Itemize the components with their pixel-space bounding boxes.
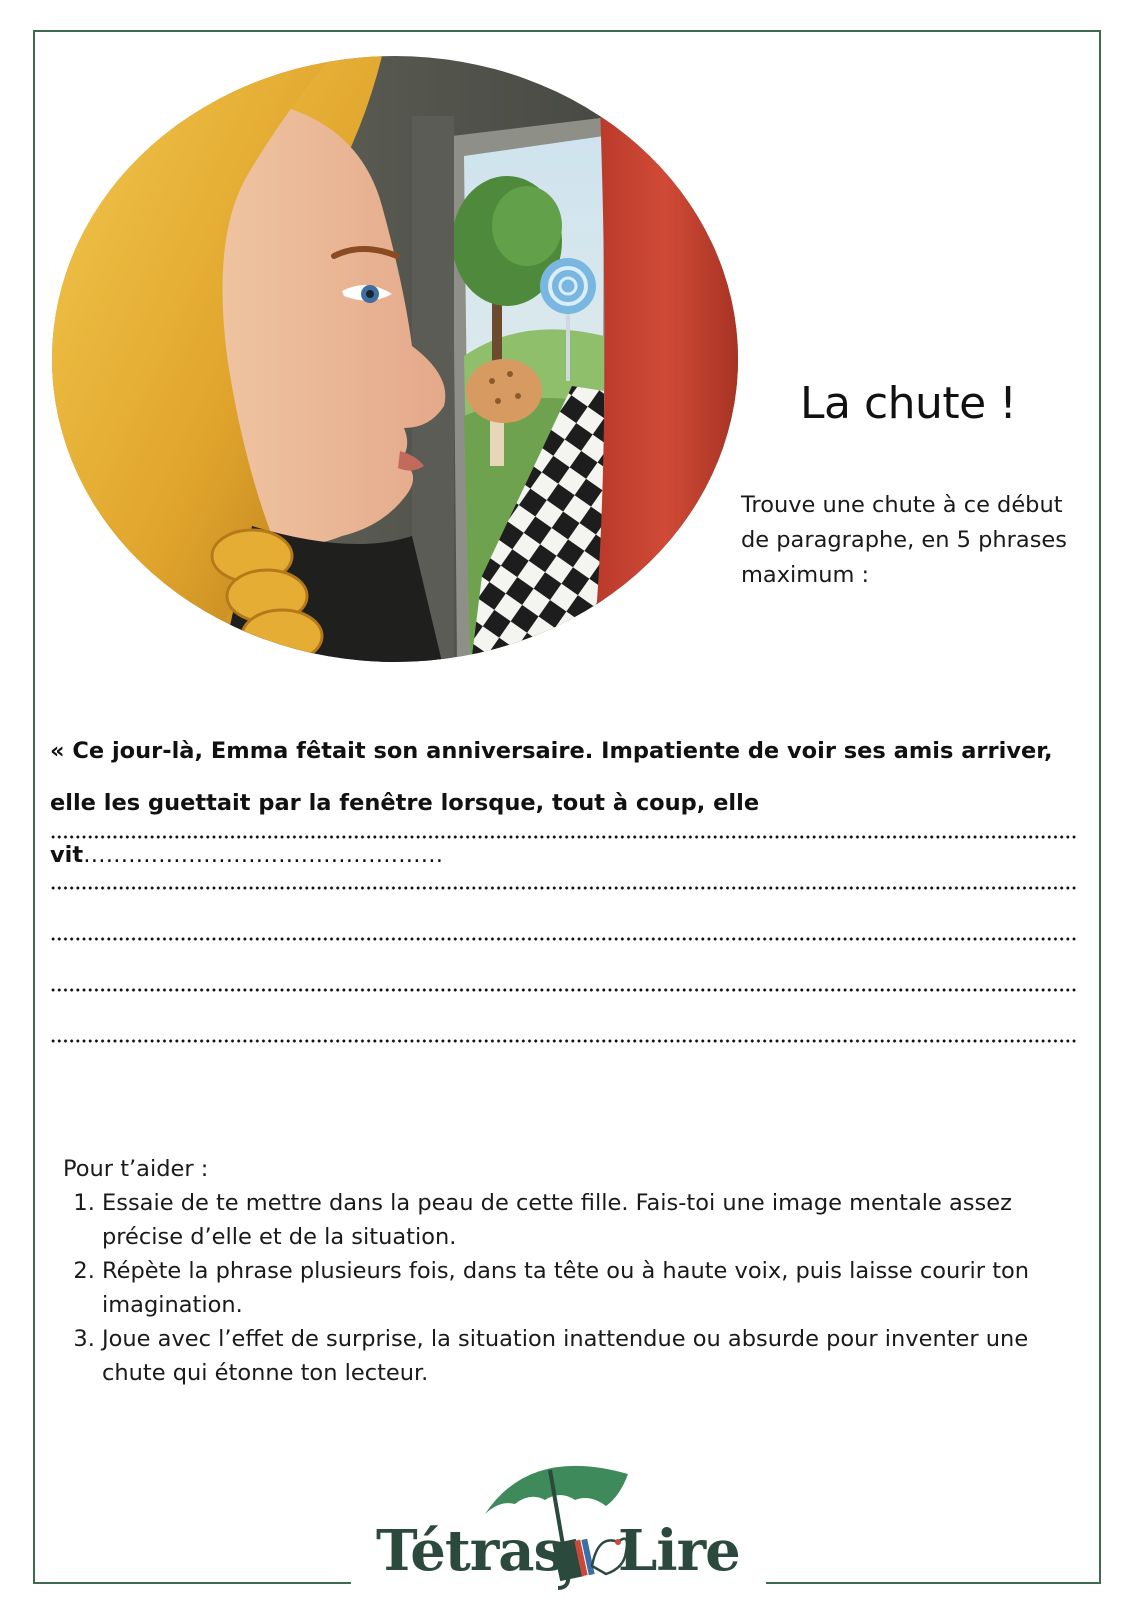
writing-line	[50, 987, 1078, 993]
story-prompt-dots: …………………………………………	[83, 842, 444, 868]
logo-word-left: Tétras	[376, 1518, 565, 1584]
help-section	[63, 1152, 1063, 1390]
help-list	[63, 1186, 1063, 1390]
help-item: 2. Répète la phrase plusieurs fois, dans ta tête ou à haute voix, puis laisse courir ton imagination.	[102, 1254, 1063, 1322]
writing-line	[50, 834, 1078, 840]
help-item: 1. Essaie de te mettre dans la peau de cette fille. Fais-toi une image mentale assez précise d’elle et de la situation.	[102, 1186, 1063, 1254]
story-prompt	[50, 725, 1082, 881]
writing-line	[50, 885, 1078, 891]
bottom-border-right	[766, 1582, 1101, 1584]
writing-line	[50, 936, 1078, 942]
illustration-girl-at-window	[52, 56, 738, 662]
page-title: La chute !	[800, 378, 1017, 429]
logo-word-right: Lire	[618, 1518, 740, 1584]
help-item: 3. Joue avec l’effet de surprise, la situation inattendue ou absurde pour inventer une chute qui étonne ton lecteur.	[102, 1322, 1063, 1390]
help-heading: Pour t’aider :	[63, 1156, 209, 1182]
instruction-text: Trouve une chute à ce début de paragraphe, en 5 phrases maximum :	[741, 492, 1067, 588]
story-prompt-text: « Ce jour-là, Emma fêtait son anniversaire. Impatiente de voir ses amis arriver, elle les guettait par la fenêtre lorsque, tout à coup, elle vit	[50, 738, 1053, 868]
writing-line	[50, 1038, 1078, 1044]
bottom-border-left	[33, 1582, 351, 1584]
